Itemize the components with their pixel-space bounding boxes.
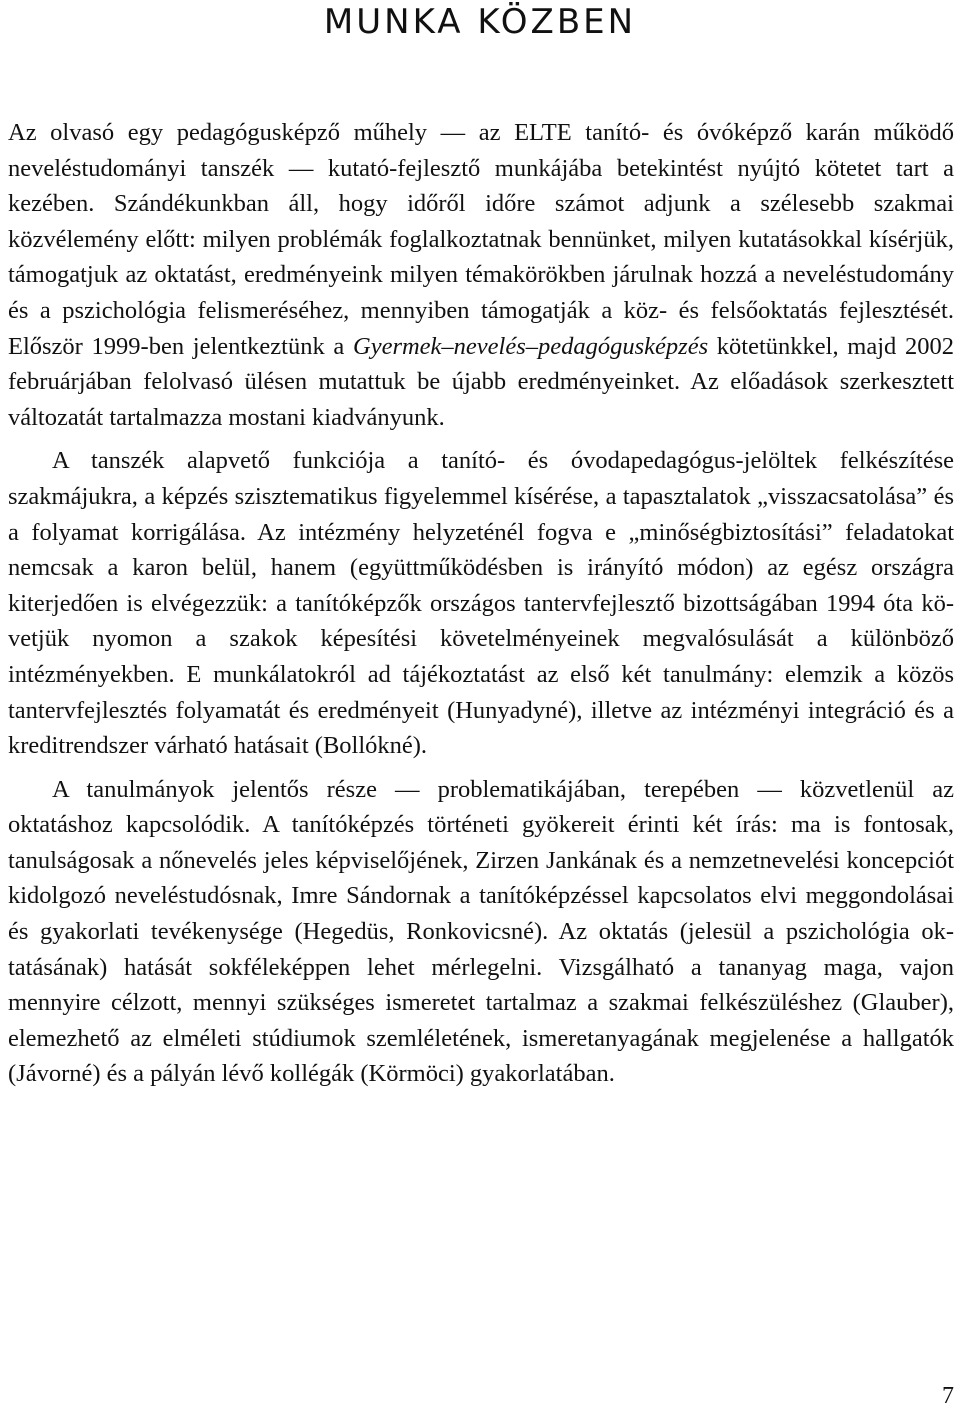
body-text [8, 115, 954, 1092]
paragraph-department-function [8, 443, 954, 763]
paragraph-intro-part-1: Az olvasó egy pedagógusképző műhely — az ELTE tanító- és óvóképző karán működő neveléstudományi tanszék — kutató-fejlesztő munkájába betekintést nyújtó kötetet tart a kezében. Szándékunkban áll, hogy időről időre számot adjunk a szélesebb szakmai közvélemény előtt: milyen problémák foglalkoztatnak bennünket, milyen kutatásokkal kísérjük, támogatjuk az oktatást, eredményeink milyen témakörökben járulnak hozzá a neveléstudomány és a pszichológia felismeréséhez, mennyiben támogatják a köz- és felsőoktatás fejlesztését. Először 1999-ben jelentkeztünk a [8, 119, 954, 360]
book-title-italic: Gyermek–nevelés–pedagógusképzés [353, 332, 709, 360]
page-title: MUNKA KÖZBEN [323, 2, 637, 42]
paragraph-intro-part-3: kötetünkkel, majd 2002 februárjában felolvasó ülésen mutattuk be újabb eredményeinket. Az előadások szerkesztett változatát tartalmazza mostani kiadványunk. [8, 332, 954, 431]
page-number: 7 [942, 1383, 954, 1409]
paragraph-department-function-text: A tanszék alapvető funkciója a tanító- és óvodapedagógus-jelöltek felkészítése szakmájukra, a képzés szisztematikus figyelemmel kísérése, a tapasztalatok „visszacsatolása” és a folyamat korrigálása. Az intézmény helyzeténél fogva e „minőségbiztosítási” feladatokat nemcsak a karon belül, hanem (együttműködésben is irányító módon) az egész országra kiterjedően is elvégezzük: a tanítóképzők országos tantervfejlesztő bizottságában 1994 óta követjük nyomon a szakok képesítési követelményeinek megvalósulását a különböző intézményekben. E munkálatokról ad tájékoztatást az első két tanulmány: elemzik a közös tantervfejlesztés folyamatát és eredményeit (Hunyadyné), illetve az intézményi integráció és a kreditrendszer várható hatásait (Bollókné). [8, 447, 954, 760]
paragraph-intro [8, 115, 954, 435]
paragraph-studies-text: A tanulmányok jelentős része — problematikájában, terepében — közvetlenül az oktatáshoz kapcsolódik. A tanítóképzés történeti gyökereit érinti két írás: ma is fontosak, tanulságosak a nőnevelés jeles képviselőjének, Zirzen Jankának és a nemzetnevelési koncepciót kidolgozó neveléstudósnak, Imre Sándornak a tanítóképzéssel kapcsolatos elvi meggondolásai és gyakorlati tevékenysége (Hegedüs, Ronkovicsné). Az oktatás (jelesül a pszichológia oktatásának) hatását sokféleképpen lehet mérlegelni. Vizsgálható a tananyag maga, vajon mennyire célzott, mennyi szükséges ismeretet tartalmaz a szakmai felkészüléshez (Glauber), elemezhető az elméleti stúdiumok szemléletének, ismeretanyagának megjelenése a hallgatók (Jávorné) és a pályán lévő kollégák (Körmöci) gyakorlatában. [8, 775, 954, 1088]
paragraph-studies [8, 772, 954, 1092]
